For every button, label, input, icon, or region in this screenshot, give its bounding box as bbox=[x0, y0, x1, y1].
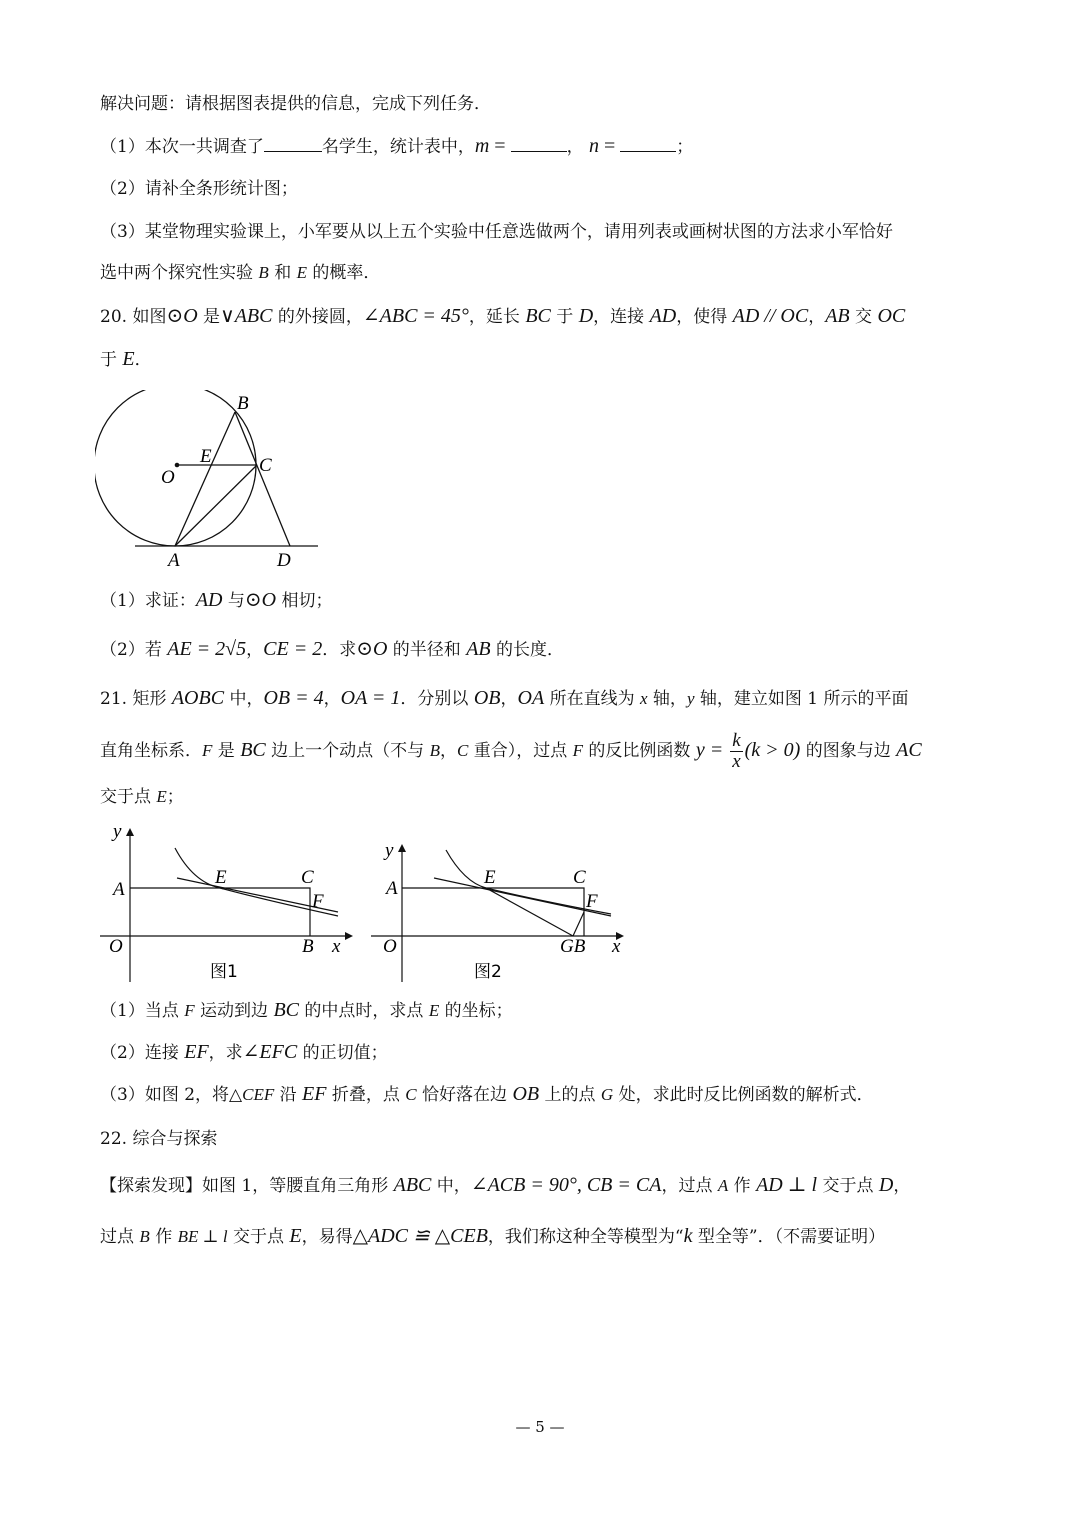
label-B: B bbox=[302, 936, 314, 957]
q20-stem-line1: 20. 如图⊙O 是∨ABC 的外接圆，∠ABC = 45°，延长 BC 于 D，连接 AD，使得 AD // OC，AB 交 OC bbox=[100, 305, 906, 327]
q21-figure-1 bbox=[95, 822, 355, 984]
segment-GF bbox=[573, 912, 584, 936]
label-E: E bbox=[200, 446, 212, 467]
label-x: x bbox=[612, 936, 621, 957]
answer-blank-n[interactable] bbox=[620, 137, 676, 152]
q19-part3-line2: 选中两个探究性实验 B 和 E 的概率． bbox=[100, 263, 381, 283]
label-F: F bbox=[312, 891, 324, 912]
label-x: x bbox=[332, 936, 341, 957]
x-axis-arrow-icon bbox=[345, 932, 353, 940]
label-A: A bbox=[386, 878, 398, 899]
q19-part2: （2）请补全条形统计图； bbox=[100, 179, 298, 199]
label-y: y bbox=[385, 840, 394, 861]
y-axis-arrow-icon bbox=[126, 828, 134, 836]
label-A: A bbox=[168, 550, 180, 571]
label-C: C bbox=[259, 455, 272, 476]
q21-stem-line3: 交于点 E； bbox=[100, 787, 184, 807]
label-C: C bbox=[301, 867, 314, 888]
segment-AB bbox=[175, 412, 235, 546]
q19-part1: （1）本次一共调查了 名学生，统计表中，m = ， n = ； bbox=[100, 135, 694, 157]
q20-sub2: （2）若 AE = 2√5，CE = 2．求⊙O 的半径和 AB 的长度． bbox=[100, 638, 565, 660]
center-point-O bbox=[175, 463, 180, 468]
q21-stem-line1: 21. 矩形 AOBC 中，OB = 4，OA = 1．分别以 OB，OA 所在直线为 x 轴，y 轴，建立如图 1 所示的平面 bbox=[100, 687, 909, 709]
q22-line2: 过点 B 作 BE ⊥ l 交于点 E，易得△ADC ≌ △CEB，我们称这种全等模型为“k 型全等”．（不需要证明） bbox=[100, 1225, 886, 1247]
label-O: O bbox=[383, 936, 397, 957]
q20-circle-figure bbox=[95, 390, 335, 575]
label-C: C bbox=[573, 867, 586, 888]
q22-title: 22. 综合与探索 bbox=[100, 1129, 218, 1149]
circle-O bbox=[95, 390, 256, 546]
q21-sub3: （3）如图 2，将△CEF 沿 EF 折叠，点 C 恰好落在边 OB 上的点 G 处，求此时反比例函数的解析式． bbox=[100, 1083, 874, 1105]
q21-sub2: （2）连接 EF，求∠EFC 的正切值； bbox=[100, 1041, 388, 1063]
q21-stem-line2: 直角坐标系．F 是 BC 边上一个动点（不与 B，C 重合），过点 F 的反比例函数 y = $\frac{k}{x}$ (k > 0) 的图象与边 AC bbox=[100, 730, 922, 772]
label-D: D bbox=[277, 550, 291, 571]
answer-blank-m[interactable] bbox=[511, 137, 567, 152]
q22-line1: 【探索发现】如图 1，等腰直角三角形 ABC 中，∠ACB = 90°, CB = CA，过点 A 作 AD ⊥ l 交于点 D， bbox=[100, 1174, 911, 1196]
label-E: E bbox=[484, 867, 496, 888]
y-axis-arrow-icon bbox=[398, 844, 406, 852]
label-GB: GB bbox=[560, 936, 586, 957]
q20-sub1: （1）求证：AD 与⊙O 相切； bbox=[100, 589, 333, 611]
q20-stem-line2: 于 E． bbox=[100, 348, 152, 370]
label-O: O bbox=[161, 467, 175, 488]
figure-1-caption: 图1 bbox=[210, 962, 238, 982]
rectangle-AOBC bbox=[402, 888, 584, 936]
q19-intro: 解决问题：请根据图表提供的信息，完成下列任务． bbox=[100, 94, 491, 114]
fraction-k-over-x: $\frac{k}{x}$ bbox=[732, 730, 741, 772]
answer-blank-count[interactable] bbox=[264, 137, 322, 152]
label-F: F bbox=[586, 891, 598, 912]
rectangle-AOBC bbox=[130, 888, 310, 936]
figure-2-caption: 图2 bbox=[474, 962, 502, 982]
page-number: — 5 — bbox=[515, 1418, 565, 1436]
label-y: y bbox=[113, 822, 122, 842]
label-E: E bbox=[215, 867, 227, 888]
label-B: B bbox=[237, 393, 249, 414]
q21-sub1: （1）当点 F 运动到边 BC 的中点时，求点 E 的坐标； bbox=[100, 999, 513, 1021]
label-A: A bbox=[113, 879, 125, 900]
q21-figure-2 bbox=[366, 834, 631, 984]
segment-EG bbox=[486, 888, 573, 936]
label-O: O bbox=[109, 936, 123, 957]
q19-part3-line1: （3）某堂物理实验课上，小军要从以上五个实验中任意选做两个，请用列表或画树状图的方法求小军恰好 bbox=[100, 222, 893, 242]
